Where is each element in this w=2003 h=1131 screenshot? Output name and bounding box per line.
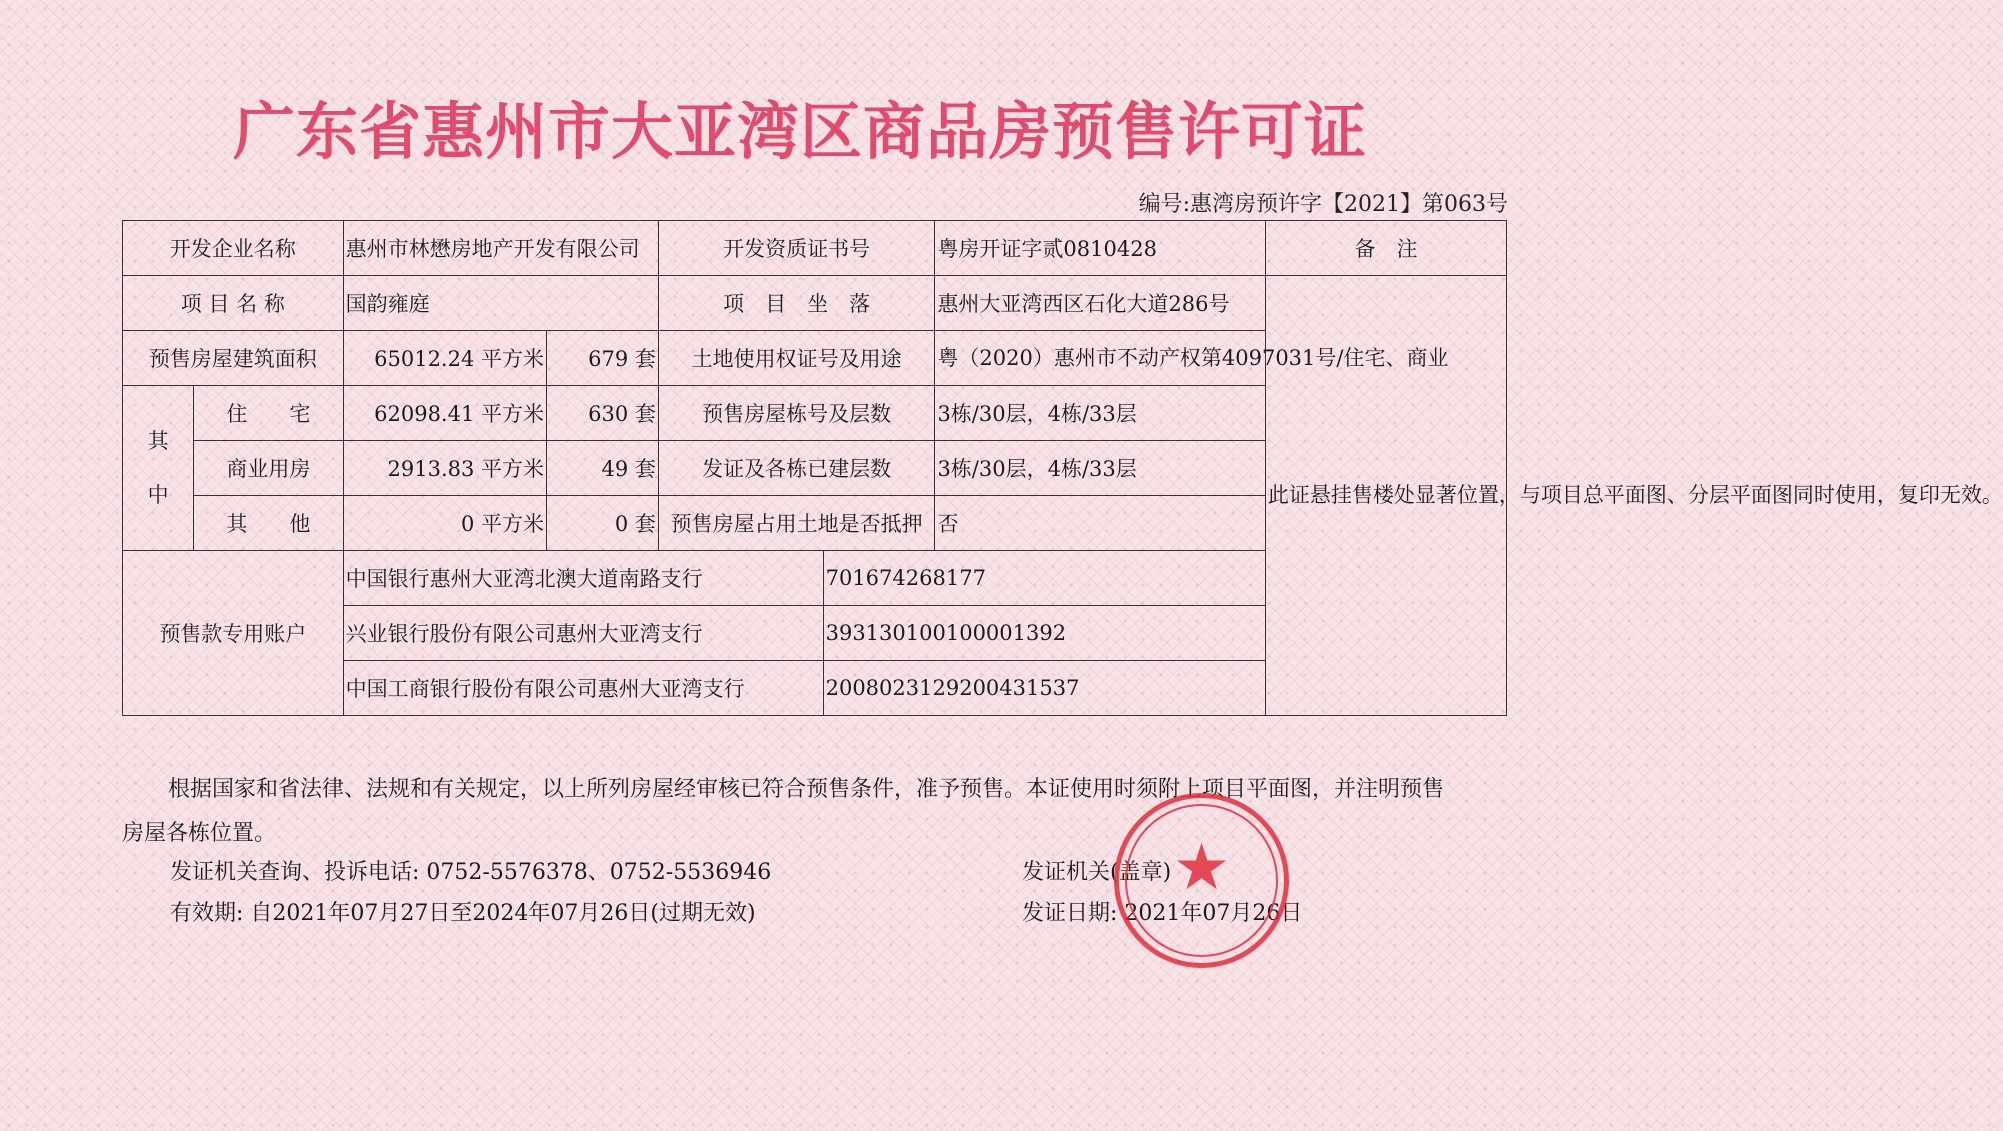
account-bank: 兴业银行股份有限公司惠州大亚湾支行 [343, 606, 823, 661]
validity-line: 有效期: 自2021年07月27日至2024年07月26日(过期无效) [170, 901, 756, 926]
qualification-label: 开发资质证书号 [658, 221, 935, 276]
land-use-label: 土地使用权证号及用途 [658, 331, 935, 386]
account-number: 2008023129200431537 [823, 661, 1265, 716]
built-floors-value: 3栋/30层，4栋/33层 [935, 441, 1265, 496]
account-bank: 中国工商银行股份有限公司惠州大亚湾支行 [343, 661, 823, 716]
among-label [123, 386, 194, 551]
other-area: 0 平方米 [343, 496, 546, 551]
presale-area-value: 65012.24 平方米 [343, 331, 546, 386]
residential-area: 62098.41 平方米 [343, 386, 546, 441]
developer-value: 惠州市林懋房地产开发有限公司 [343, 221, 658, 276]
presale-area-label: 预售房屋建筑面积 [123, 331, 344, 386]
developer-label: 开发企业名称 [123, 221, 344, 276]
building-floors-value: 3栋/30层，4栋/33层 [935, 386, 1265, 441]
seal-star-icon: ★ [1172, 831, 1231, 905]
building-floors-label: 预售房屋栋号及层数 [658, 386, 935, 441]
location-label: 项 目 坐 落 [658, 276, 935, 331]
document-title: 广东省惠州市大亚湾区商品房预售许可证 [232, 95, 1367, 168]
commercial-area: 2913.83 平方米 [343, 441, 546, 496]
issuing-authority-line: 发证机关(盖章) [1022, 860, 1172, 885]
among-label-char-2: 中 [147, 483, 169, 507]
commercial-label: 商业用房 [194, 441, 343, 496]
remarks-label: 备 注 [1265, 221, 1506, 276]
other-label: 其 他 [194, 496, 343, 551]
presale-units-value: 679 套 [547, 331, 659, 386]
account-number: 393130100100001392 [823, 606, 1265, 661]
issue-date-line: 发证日期: 2021年07月26日 [1022, 901, 1303, 926]
account-number: 701674268177 [823, 551, 1265, 606]
account-bank: 中国银行惠州大亚湾北澳大道南路支行 [343, 551, 823, 606]
complaint-phone-line: 发证机关查询、投诉电话: 0752-5576378、0752-5536946 [170, 860, 772, 885]
mortgage-value: 否 [935, 496, 1265, 551]
qualification-value: 粤房开证字贰0810428 [935, 221, 1265, 276]
commercial-units: 49 套 [547, 441, 659, 496]
remarks-text: 此证悬挂售楼处显著位置，与项目总平面图、分层平面图同时使用，复印无效。 [1265, 276, 1506, 716]
land-use-value: 粤（2020）惠州市不动产权第4097031号/住宅、商业 [935, 331, 1265, 386]
among-label-char-1: 其 [147, 429, 169, 453]
mortgage-label: 预售房屋占用土地是否抵押 [658, 496, 935, 551]
residential-label: 住 宅 [194, 386, 343, 441]
escrow-account-label: 预售款专用账户 [123, 551, 344, 716]
project-name-value: 国韵雍庭 [343, 276, 658, 331]
certificate-number: 编号:惠湾房预许字【2021】第063号 [1138, 192, 1508, 217]
project-name-label: 项 目 名 称 [123, 276, 344, 331]
other-units: 0 套 [547, 496, 659, 551]
approval-statement: 根据国家和省法律、法规和有关规定，以上所列房屋经审核已符合预售条件，准予预售。本证使用时须附上项目平面图，并注明预售房屋各栋位置。 [122, 777, 1445, 846]
official-seal [1114, 793, 1289, 968]
built-floors-label: 发证及各栋已建层数 [658, 441, 935, 496]
location-value: 惠州大亚湾西区石化大道286号 [935, 276, 1265, 331]
residential-units: 630 套 [547, 386, 659, 441]
permit-table [122, 220, 2003, 716]
